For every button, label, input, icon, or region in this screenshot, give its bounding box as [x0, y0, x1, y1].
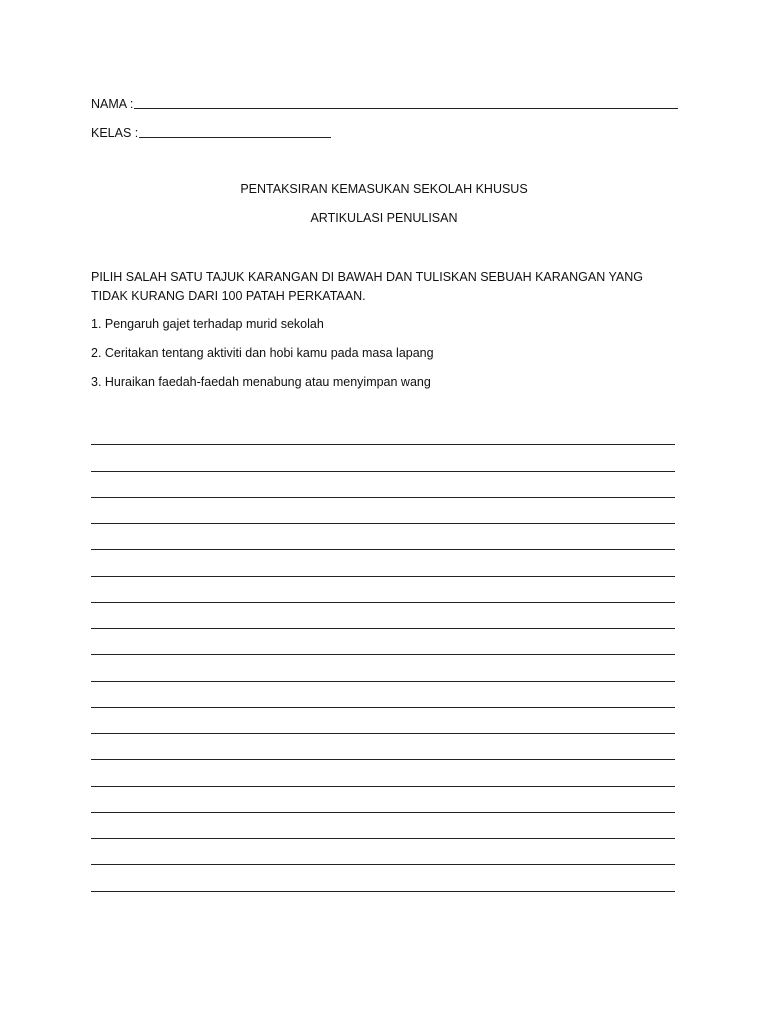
answer-line[interactable] — [91, 839, 675, 865]
instruction-text: PILIH SALAH SATU TAJUK KARANGAN DI BAWAH DAN TULISKAN SEBUAH KARANGAN YANG TIDAK KURANG DARI 100 PATAH PERKATAAN. — [91, 270, 643, 303]
essay-topic-3: 3. Huraikan faedah-faedah menabung atau menyimpan wang — [91, 375, 431, 389]
answer-line[interactable] — [91, 472, 675, 498]
class-label: KELAS : — [91, 126, 139, 140]
answer-writing-area[interactable] — [91, 419, 675, 892]
answer-line[interactable] — [91, 419, 675, 445]
answer-line[interactable] — [91, 603, 675, 629]
answer-line[interactable] — [91, 550, 675, 576]
name-field-row — [91, 93, 678, 111]
answer-line[interactable] — [91, 760, 675, 786]
answer-line[interactable] — [91, 524, 675, 550]
answer-line[interactable] — [91, 629, 675, 655]
class-field-row — [91, 122, 331, 140]
class-blank-line[interactable] — [139, 125, 331, 138]
answer-line[interactable] — [91, 708, 675, 734]
essay-topic-1: 1. Pengaruh gajet terhadap murid sekolah — [91, 317, 324, 331]
answer-line[interactable] — [91, 865, 675, 891]
answer-line[interactable] — [91, 655, 675, 681]
answer-line[interactable] — [91, 682, 675, 708]
name-label: NAMA : — [91, 97, 134, 111]
answer-line[interactable] — [91, 577, 675, 603]
document-title: PENTAKSIRAN KEMASUKAN SEKOLAH KHUSUS — [240, 182, 528, 196]
answer-line[interactable] — [91, 734, 675, 760]
document-subtitle: ARTIKULASI PENULISAN — [310, 211, 458, 225]
answer-line[interactable] — [91, 813, 675, 839]
answer-line[interactable] — [91, 787, 675, 813]
name-blank-line[interactable] — [134, 96, 678, 109]
essay-topic-2: 2. Ceritakan tentang aktiviti dan hobi kamu pada masa lapang — [91, 346, 434, 360]
answer-line[interactable] — [91, 445, 675, 471]
answer-line[interactable] — [91, 498, 675, 524]
